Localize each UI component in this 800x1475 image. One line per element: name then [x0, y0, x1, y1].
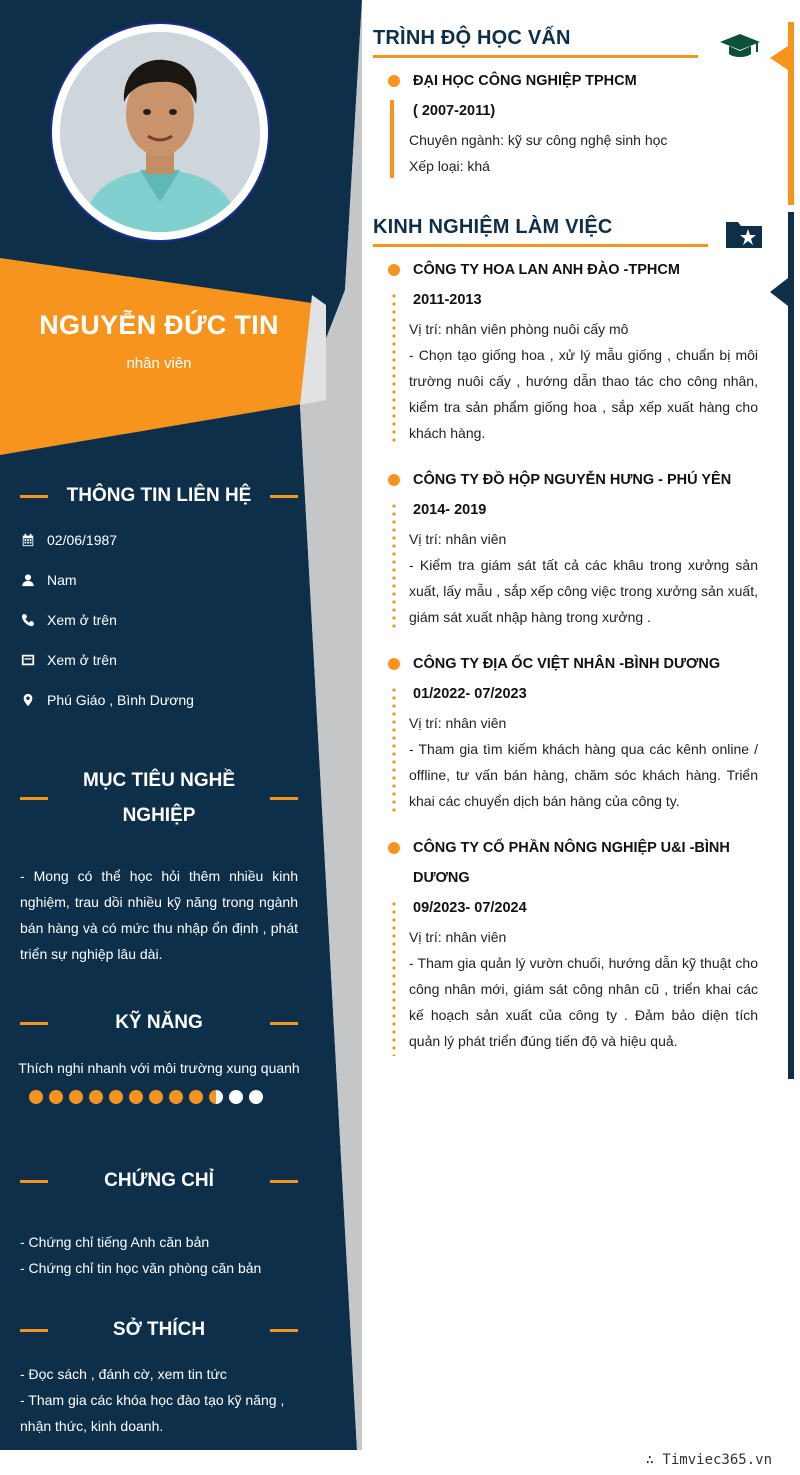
- job-role: Vị trí: nhân viên phòng nuôi cấy mô: [409, 321, 629, 337]
- contact-gender: [20, 570, 77, 590]
- education-period: ( 2007-2011): [413, 103, 496, 119]
- skill-dot: [89, 1090, 103, 1104]
- sidebar: [0, 0, 330, 1450]
- skill-dot: [229, 1090, 243, 1104]
- skill-dot: [169, 1090, 183, 1104]
- job-description: - Chọn tạo giống hoa , xử lý mẫu giống , chuẩn bị môi trường nuôi cấy , hướng dẫn thao tác cho công nhân, kiểm tra sản phẩm giống hoa , sắp xếp xuất hàng cho khách hàng.: [409, 347, 758, 441]
- section-dash-left: [20, 797, 48, 800]
- objective-title-line1: MỤC TIÊU NGHỀ: [83, 770, 235, 791]
- job-description: - Kiểm tra giám sát tất cả các khâu trong xưởng sản xuất, lấy mẫu , sắp xếp công việc trong xưởng sản xuất, giám sát xuất nhập hàng trong xưởng .: [409, 557, 758, 625]
- job-period: 2014- 2019: [413, 502, 487, 518]
- right-edge-bar-navy: [788, 212, 794, 1079]
- skill-dot: [29, 1090, 43, 1104]
- education-title-underline: [373, 55, 698, 58]
- job-role: Vị trí: nhân viên: [409, 531, 507, 547]
- job-role: Vị trí: nhân viên: [409, 715, 507, 731]
- education-major: Chuyên ngành: kỹ sư công nghệ sinh học: [409, 132, 668, 148]
- avatar: [60, 32, 260, 232]
- skill-dot: [49, 1090, 63, 1104]
- job-period: 01/2022- 07/2023: [413, 686, 527, 702]
- phone-icon: [20, 612, 36, 628]
- skill-rating: [29, 1090, 263, 1104]
- skill-dot: [249, 1090, 263, 1104]
- skill-dot: [209, 1090, 223, 1104]
- calendar-icon: [20, 532, 36, 548]
- certificate-item: - Chứng chỉ tin học văn phòng căn bản: [20, 1260, 262, 1276]
- timeline-dotted-line: [392, 686, 396, 814]
- contact-email: [20, 650, 117, 670]
- graduation-cap-icon: [720, 30, 760, 62]
- experience-title-underline: [373, 244, 708, 247]
- section-dash-right: [270, 1022, 298, 1025]
- contact-gender-value: Nam: [47, 572, 77, 588]
- objective-text: - Mong có thể học hỏi thêm nhiều kinh nghiệm, trau dồi nhiều kỹ năng trong ngành bán hàng và có mức thu nhập ổn định , phát triển sự nghiệp lâu dài.: [20, 868, 298, 962]
- timeline-dotted-line: [392, 292, 396, 444]
- contact-section-title: THÔNG TIN LIÊN HỆ: [66, 485, 252, 506]
- candidate-name: NGUYỄN ĐỨC TIN: [39, 310, 279, 340]
- job-period: 09/2023- 07/2024: [413, 900, 527, 916]
- education-school: ĐẠI HỌC CÔNG NGHIỆP TPHCM: [413, 73, 637, 89]
- experience-section-title: KINH NGHIỆM LÀM VIỆC: [373, 216, 613, 238]
- timeline-bullet: [388, 842, 400, 854]
- job-company: CÔNG TY HOA LAN ANH ĐÀO -TPHCM: [413, 262, 680, 278]
- job-role: Vị trí: nhân viên: [409, 929, 507, 945]
- skill-dot: [69, 1090, 83, 1104]
- timeline-bullet: [388, 75, 400, 87]
- section-dash-right: [270, 495, 298, 498]
- skill-dot: [129, 1090, 143, 1104]
- contact-email-value: Xem ở trên: [47, 652, 117, 668]
- contact-address: [20, 690, 194, 710]
- contact-address-value: Phú Giáo , Bình Dương: [47, 692, 194, 708]
- person-icon: [20, 572, 36, 588]
- job-description: - Tham gia quản lý vườn chuối, hướng dẫn kỹ thuật cho công nhân mới, giám sát công nhân cũ , triển khai các kế hoạch sản xuất của công ty . Đảm bảo diện tích quản lý phát triển đúng tiến độ và hiệu quả.: [409, 955, 758, 1049]
- footer-brand[interactable]: ∴ Timviec365.vn: [645, 1452, 772, 1468]
- candidate-position: nhân viên: [126, 355, 192, 372]
- timeline-dotted-line: [392, 502, 396, 630]
- contact-phone: [20, 610, 117, 630]
- timeline-dotted-line: [392, 900, 396, 1056]
- section-dash-right: [270, 797, 298, 800]
- skill-dot: [109, 1090, 123, 1104]
- job-period: 2011-2013: [413, 292, 482, 308]
- avatar-frame: [50, 22, 270, 242]
- job-description: - Tham gia tìm kiếm khách hàng qua các kênh online / offline, tư vấn bán hàng, chăm sóc khách hàng. Triển khai các chuyển dịch bán hàng của công ty.: [409, 741, 758, 809]
- folder-star-icon: [724, 218, 764, 250]
- job-company: CÔNG TY ĐỒ HỘP NGUYỄN HƯNG - PHÚ YÊN: [413, 472, 732, 488]
- email-icon: [20, 652, 36, 668]
- certificates-section-title: CHỨNG CHỈ: [104, 1170, 214, 1191]
- section-dash-right: [270, 1180, 298, 1183]
- education-grade: Xếp loại: khá: [409, 158, 490, 174]
- hobby-item: - Đọc sách , đánh cờ, xem tin tức: [20, 1366, 227, 1382]
- timeline-bullet: [388, 264, 400, 276]
- objective-title-line2: NGHIỆP: [122, 805, 196, 826]
- hobbies-section-title: SỞ THÍCH: [112, 1319, 206, 1340]
- skill-dot: [149, 1090, 163, 1104]
- education-section-title: TRÌNH ĐỘ HỌC VẤN: [373, 27, 571, 49]
- skill-name: Thích nghi nhanh với môi trường xung quanh: [18, 1060, 300, 1076]
- contact-phone-value: Xem ở trên: [47, 612, 117, 628]
- job-company: CÔNG TY ĐỊA ỐC VIỆT NHÂN -BÌNH DƯƠNG: [413, 656, 721, 672]
- job-company: CÔNG TY CỔ PHẦN NÔNG NGHIỆP U&I -BÌNH DƯƠNG: [413, 840, 730, 886]
- location-icon: [20, 692, 36, 708]
- certificate-item: - Chứng chỉ tiếng Anh căn bản: [20, 1234, 210, 1250]
- right-edge-bar-orange: [788, 22, 794, 205]
- timeline-line: [390, 100, 394, 178]
- section-dash-right: [270, 1329, 298, 1332]
- skill-dot: [189, 1090, 203, 1104]
- timeline-bullet: [388, 474, 400, 486]
- contact-birthday: [20, 530, 117, 550]
- contact-birthday-value: 02/06/1987: [47, 532, 118, 548]
- skills-section-title: KỸ NĂNG: [115, 1012, 203, 1033]
- timeline-bullet: [388, 658, 400, 670]
- hobby-item: - Tham gia các khóa học đào tạo kỹ năng , nhận thức, kinh doanh.: [20, 1392, 285, 1434]
